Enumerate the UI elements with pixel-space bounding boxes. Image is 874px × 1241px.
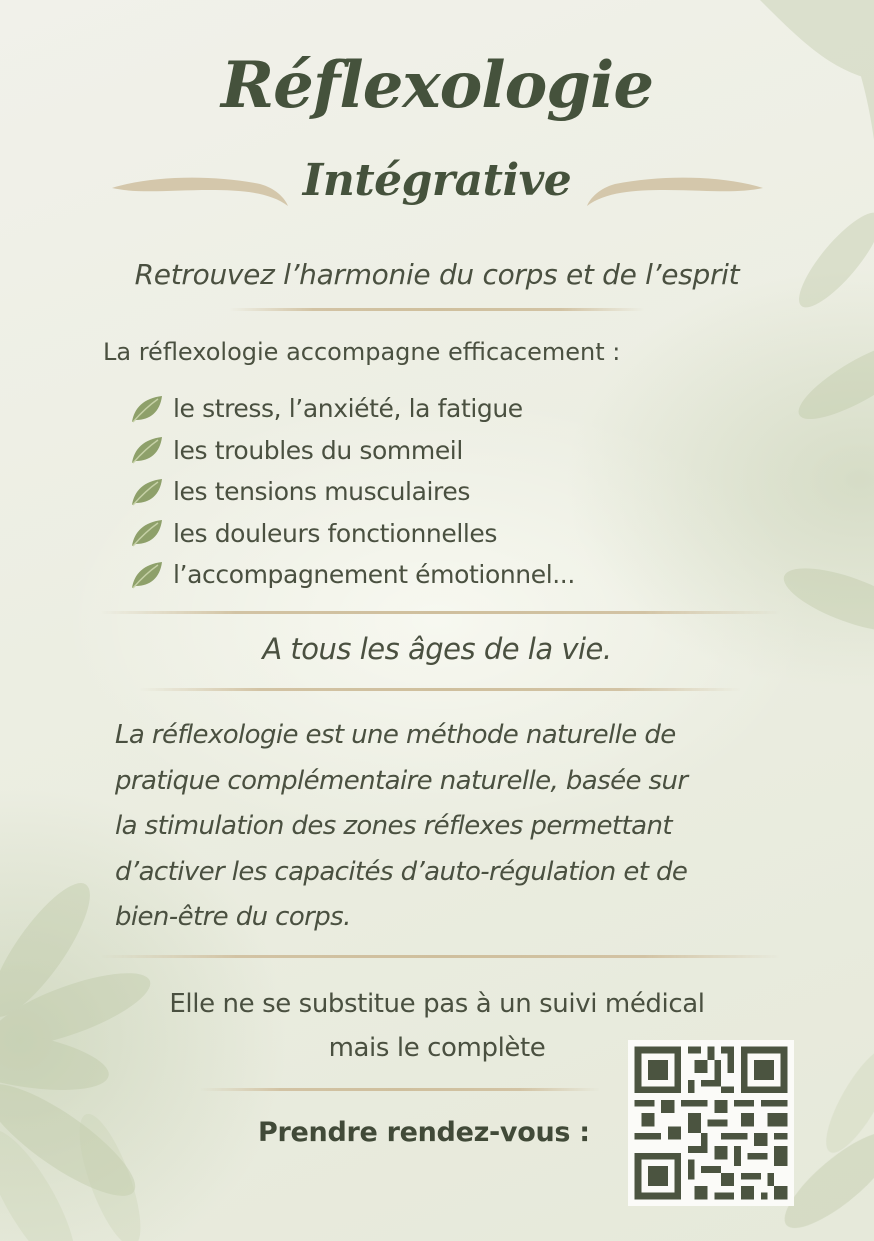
leaf-icon <box>130 518 164 548</box>
ages-statement: A tous les âges de la vie. <box>262 632 612 666</box>
right-swash-ornament <box>585 170 765 210</box>
benefit-text: le stress, l’anxiété, la fatigue <box>173 394 523 424</box>
divider <box>100 955 780 958</box>
list-item <box>130 554 575 596</box>
leaf-icon <box>130 435 164 465</box>
list-item <box>130 513 575 555</box>
tagline: Retrouvez l’harmonie du corps et de l’esprit <box>134 258 740 291</box>
list-item <box>130 388 575 430</box>
description-line: La réflexologie est une méthode naturelle de <box>115 720 676 750</box>
description-line: la stimulation des zones réflexes permettant <box>115 811 672 841</box>
divider <box>230 308 644 311</box>
benefit-text: les tensions musculaires <box>173 477 470 507</box>
description <box>115 713 775 941</box>
title-sub: Intégrative <box>302 155 572 206</box>
qr-code-graphic <box>628 1040 794 1206</box>
description-line: d’activer les capacités d’auto-régulation et de <box>115 856 688 887</box>
divider <box>100 611 780 614</box>
appointment-label: Prendre rendez-vous : <box>258 1117 590 1148</box>
benefit-text: les douleurs fonctionnelles <box>173 518 498 548</box>
benefit-text: l’accompagnement émotionnel... <box>173 560 575 590</box>
description-line: pratique complémentaire naturelle, basée sur <box>115 765 688 796</box>
divider <box>200 1088 600 1091</box>
list-item <box>130 471 575 513</box>
intro-text: La réflexologie accompagne efficacement : <box>103 338 621 366</box>
qr-code-icon[interactable] <box>628 1040 794 1206</box>
leaf-icon <box>130 394 164 424</box>
description-line: bien-être du corps. <box>115 902 351 932</box>
benefits-list <box>130 388 575 596</box>
benefit-text: les troubles du sommeil <box>173 435 463 465</box>
list-item <box>130 430 575 472</box>
note-line: Elle ne se substitue pas à un suivi médical <box>169 989 705 1019</box>
note-line: mais le complète <box>328 1033 546 1063</box>
leaf-icon <box>130 477 164 507</box>
title-main: Réflexologie <box>220 48 654 123</box>
divider <box>140 688 740 691</box>
leaf-icon <box>130 560 164 590</box>
